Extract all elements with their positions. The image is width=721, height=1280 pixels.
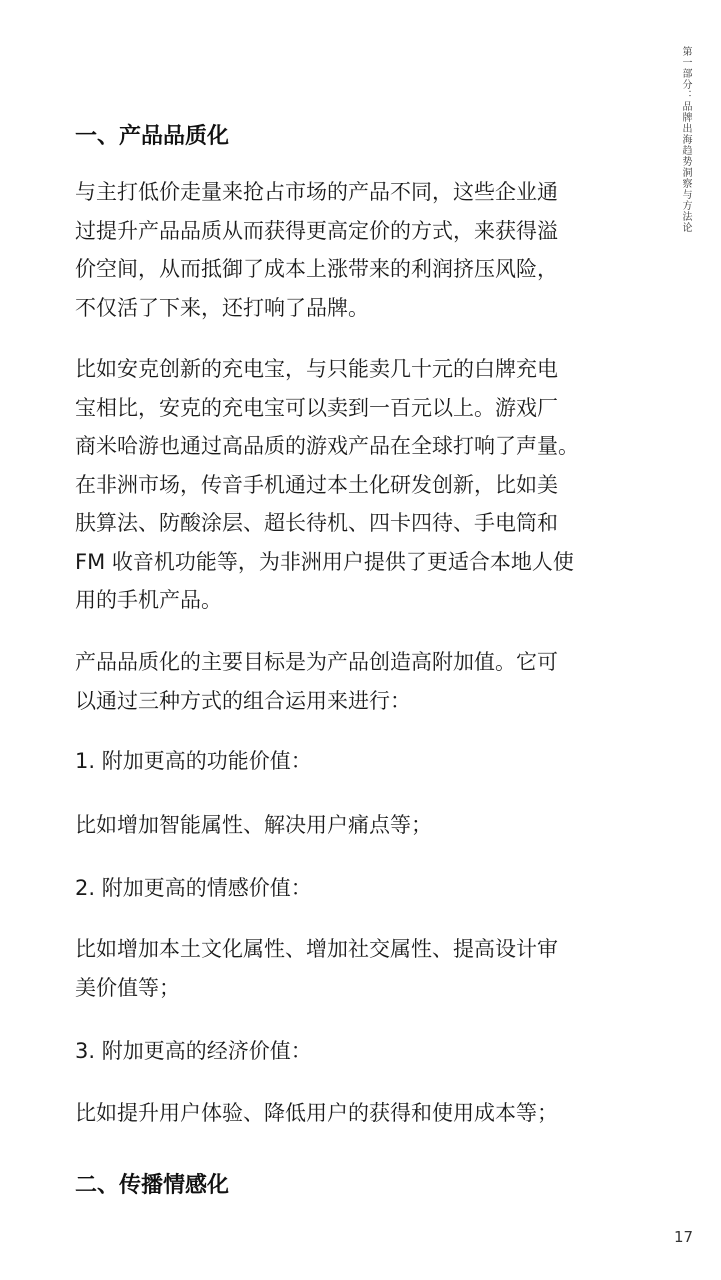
paragraph-line: 价空间，从而抵御了成本上涨带来的利润挤压风险， — [75, 257, 558, 281]
paragraph-line: 比如增加本土文化属性、增加社交属性、提高设计审 — [75, 937, 558, 961]
paragraph-goal — [75, 643, 660, 720]
paragraph-line: 3. 附加更高的经济价值： — [75, 1039, 312, 1063]
paragraph-line: 2. 附加更高的情感价值： — [75, 876, 312, 900]
paragraph-line: 比如安克创新的充电宝，与只能卖几十元的白牌充电 — [75, 357, 558, 381]
list-item-functional-value — [75, 742, 660, 781]
paragraph-line: 与主打低价走量来抢占市场的产品不同，这些企业通 — [75, 180, 558, 204]
paragraph-line: 以通过三种方式的组合运用来进行： — [75, 688, 411, 713]
paragraph-line: 宝相比，安克的充电宝可以卖到一百元以上。游戏厂 — [75, 395, 558, 420]
section-heading-product-quality: 一、产品品质化 — [75, 124, 230, 149]
paragraph-line: 1. 附加更高的功能价值： — [75, 749, 312, 773]
paragraph-emotional-example — [75, 930, 660, 1007]
paragraph-functional-example — [75, 806, 660, 845]
list-item-economic-value — [75, 1032, 660, 1071]
paragraph-line: FM 收音机功能等，为非洲用户提供了更适合本地人使 — [75, 549, 574, 574]
paragraph-line: 过提升产品品质从而获得更高定价的方式，来获得溢 — [75, 218, 558, 243]
paragraph-line: 产品品质化的主要目标是为产品创造高附加值。它可 — [75, 650, 558, 674]
paragraph-line: 肤算法、防酸涂层、超长待机、四卡四待、手电筒和 — [75, 511, 558, 535]
paragraph-line: 在非洲市场，传音手机通过本土化研发创新，比如美 — [75, 472, 558, 497]
paragraph-line: 比如增加智能属性、解决用户痛点等； — [75, 813, 432, 837]
paragraph-examples — [75, 350, 660, 620]
paragraph-economic-example — [75, 1094, 660, 1133]
paragraph-line: 美价值等； — [75, 975, 180, 1000]
paragraph-line: 不仅活了下来，还打响了品牌。 — [75, 295, 369, 320]
paragraph-line: 比如提升用户体验、降低用户的获得和使用成本等； — [75, 1101, 558, 1125]
page-number: 17 — [674, 1228, 694, 1246]
section-heading-emotional-communication: 二、传播情感化 — [75, 1173, 230, 1198]
paragraph-line: 商米哈游也通过高品质的游戏产品在全球打响了声量。 — [75, 434, 579, 458]
list-item-emotional-value — [75, 869, 660, 908]
chapter-side-label: 第一部分：品牌出海趋势洞察与方法论 — [680, 46, 691, 233]
paragraph-line: 用的手机产品。 — [75, 588, 222, 612]
paragraph-intro — [75, 173, 660, 327]
